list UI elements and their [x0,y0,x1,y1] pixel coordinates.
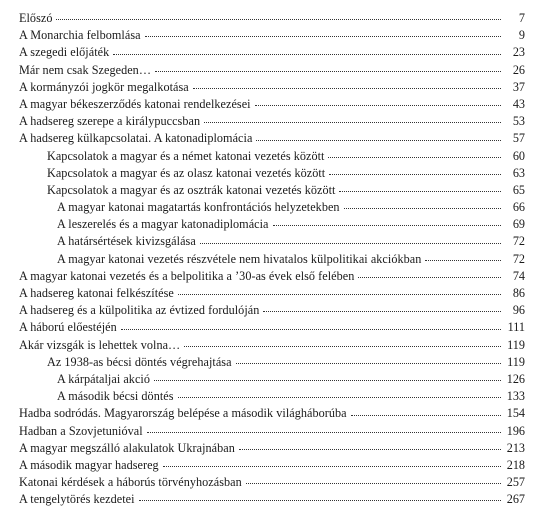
dot-leader [139,499,501,501]
toc-entry-page: 7 [518,11,525,25]
toc-entry[interactable] [0,113,539,130]
toc-entry[interactable] [0,62,539,79]
dot-leader [121,328,501,330]
toc-entry-page: 60 [512,148,525,163]
dot-leader [113,53,501,55]
toc-subentry[interactable] [0,388,539,405]
toc-entry[interactable] [0,440,539,457]
toc-entry-page: 23 [512,45,525,60]
toc-entry-page: 119 [507,337,525,352]
toc-entry[interactable] [0,457,539,474]
toc-entry-page: 72 [512,234,525,249]
dot-leader [236,362,501,364]
dot-leader [154,379,501,381]
toc-entry-title: A hadsereg és a külpolitika az évtized fordulóján [19,303,260,318]
toc-entry[interactable] [0,285,539,302]
toc-entry-title: Már nem csak Szegeden… [19,62,152,77]
toc-entry-title: A magyar katonai vezetés részvétele nem hivatalos külpolitikai akciókban [57,251,422,266]
dot-leader [339,190,501,192]
toc-entry-title: A magyar békeszerződés katonai rendelkezései [19,96,251,111]
toc-entry[interactable] [0,44,539,61]
toc-entry-page: 213 [506,440,525,455]
dot-leader [239,448,501,450]
dot-leader [193,87,501,89]
dot-leader [255,104,501,106]
toc-entry-page: 53 [512,114,525,129]
toc-entry[interactable] [0,27,539,44]
toc-entry[interactable] [0,319,539,336]
dot-leader [263,310,501,312]
toc-entry[interactable] [0,130,539,147]
table-of-contents [0,10,539,508]
toc-entry-title: Kapcsolatok a magyar és az olasz katonai vezetés között [47,165,326,180]
dot-leader [200,242,501,244]
dot-leader [163,465,501,467]
toc-subentry[interactable] [0,148,539,165]
toc-entry-page: 63 [512,165,525,180]
toc-subentry[interactable] [0,233,539,250]
toc-entry-title: A tengelytörés kezdetei [19,492,135,507]
dot-leader [246,482,501,484]
toc-entry[interactable] [0,405,539,422]
dot-leader [329,173,501,175]
toc-entry-title: A második magyar hadsereg [19,457,159,472]
toc-entry-page: 65 [512,182,525,197]
toc-entry[interactable] [0,10,539,27]
dot-leader [155,70,501,72]
dot-leader [328,156,501,158]
toc-subentry[interactable] [0,199,539,216]
dot-leader [358,276,501,278]
dot-leader [204,121,501,123]
toc-entry-title: A magyar katonai magatartás konfrontációs helyzetekben [57,200,340,215]
toc-entry-page: 196 [506,423,525,438]
toc-entry-title: Hadban a Szovjetunióval [19,423,143,438]
dot-leader [184,345,501,347]
toc-entry[interactable] [0,423,539,440]
toc-entry-title: A hadsereg külkapcsolatai. A katonadiplomácia [19,131,253,146]
toc-subentry[interactable] [0,216,539,233]
toc-entry-page: 86 [512,286,525,300]
toc-entry-title: A Monarchia felbomlása [19,28,141,43]
toc-entry-page: 111 [507,320,525,335]
toc-entry-page: 133 [506,389,525,404]
toc-entry-page: 43 [512,96,525,111]
toc-entry[interactable] [0,96,539,113]
toc-entry-title: A szegedi előjáték [19,45,110,60]
toc-entry-page: 119 [507,354,525,369]
toc-subentry[interactable] [0,371,539,388]
toc-subentry[interactable] [0,354,539,371]
dot-leader [178,293,501,295]
toc-entry-page: 74 [512,268,525,283]
dot-leader [425,259,501,261]
toc-entry-title: A hadsereg katonai felkészítése [19,286,174,300]
toc-subentry[interactable] [0,165,539,182]
toc-entry-title: Előszó [19,11,53,25]
toc-entry-title: A kárpátaljai akció [57,371,150,386]
toc-entry-title: Kapcsolatok a magyar és a német katonai vezetés között [47,148,325,163]
dot-leader [147,431,501,433]
toc-entry-page: 218 [506,457,525,472]
toc-entry-title: A kormányzói jogkör megalkotása [19,79,189,94]
toc-entry-title: A magyar katonai vezetés és a belpolitika a ’30-as évek első felében [19,268,355,283]
dot-leader [273,224,501,226]
toc-entry-page: 72 [512,251,525,266]
toc-entry-title: A határsértések kivizsgálása [57,234,196,249]
toc-entry-title: Kapcsolatok a magyar és az osztrák katonai vezetés között [47,182,336,197]
dot-leader [178,396,501,398]
toc-entry-title: A második bécsi döntés [57,389,174,404]
toc-entry-title: Hadba sodródás. Magyarország belépése a második világháborúba [19,406,347,421]
toc-entry[interactable] [0,302,539,319]
toc-subentry[interactable] [0,182,539,199]
toc-entry-title: A hadsereg szerepe a királypuccsban [19,114,201,129]
toc-entry-title: A leszerelés és a magyar katonadiplomácia [57,217,269,232]
toc-entry-title: A háború előestéjén [19,320,117,335]
toc-entry-page: 257 [506,475,525,490]
dot-leader [256,139,501,141]
toc-subentry[interactable] [0,251,539,268]
toc-entry-page: 126 [506,371,525,386]
toc-entry-page: 66 [512,200,525,215]
toc-entry[interactable] [0,268,539,285]
toc-entry-page: 57 [512,131,525,146]
toc-entry[interactable] [0,79,539,96]
toc-entry-title: Akár vizsgák is lehettek volna… [19,337,181,352]
toc-entry-page: 26 [512,62,525,77]
toc-entry[interactable] [0,491,539,508]
toc-entry-title: Az 1938-as bécsi döntés végrehajtása [47,354,232,369]
toc-entry-title: A magyar megszálló alakulatok Ukrajnában [19,440,235,455]
toc-entry-page: 96 [512,303,525,318]
dot-leader [145,35,501,37]
dot-leader [344,207,501,209]
dot-leader [56,18,501,20]
toc-entry[interactable] [0,337,539,354]
toc-entry-page: 154 [506,406,525,421]
toc-entry-title: Katonai kérdések a háborús törvényhozásban [19,475,242,490]
dot-leader [351,414,501,416]
toc-entry-page: 9 [518,28,525,43]
toc-entry-page: 267 [506,492,525,507]
toc-entry[interactable] [0,474,539,491]
toc-entry-page: 69 [512,217,525,232]
toc-entry-page: 37 [512,79,525,94]
